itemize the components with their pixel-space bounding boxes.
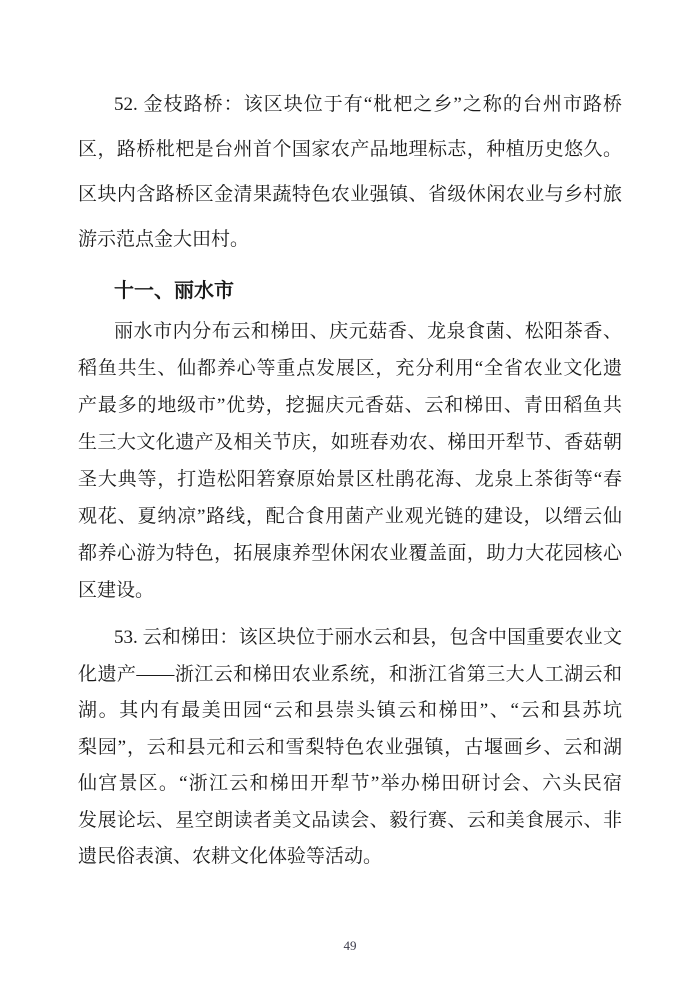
text-line: 区建设。 <box>78 580 155 601</box>
text-line: 产最多的地级市”优势，挖掘庆元香菇、云和梯田、青田稻鱼共 <box>78 395 622 416</box>
text-line: 丽水市内分布云和梯田、庆元菇香、龙泉食菌、松阳茶香、 <box>114 321 622 342</box>
text-line: 观花、夏纳凉”路线，配合食用菌产业观光链的建设，以缙云仙 <box>78 506 622 527</box>
text-line: 53. 云和梯田：该区块位于丽水云和县，包含中国重要农业文 <box>114 627 622 648</box>
section-heading-lishui: 十一、丽水市 <box>114 280 234 302</box>
text-line: 圣大典等，打造松阳箬寮原始景区杜鹃花海、龙泉上茶街等“春 <box>78 469 622 490</box>
text-line: 化遗产——浙江云和梯田农业系统，和浙江省第三大人工湖云和 <box>78 663 622 685</box>
paragraph-lishui-overview <box>78 313 622 609</box>
page-number: 49 <box>343 938 357 953</box>
text-line: 稻鱼共生、仙都养心等重点发展区，充分利用“全省农业文化遗 <box>78 358 622 379</box>
text-line: 湖。其内有最美田园“云和县崇头镇云和梯田”、“云和县苏坑 <box>78 700 622 721</box>
paragraph-53 <box>78 620 622 876</box>
text-line: 发展论坛、星空朗读者美文品读会、毅行赛、云和美食展示、非 <box>78 809 622 831</box>
page-body-text <box>78 82 622 876</box>
text-line: 区，路桥枇杷是台州首个国家农产品地理标志，种植历史悠久。 <box>78 139 622 160</box>
text-line: 游示范点金大田村。 <box>78 229 250 250</box>
text-line: 仙宫景区。“浙江云和梯田开犁节”举办梯田研讨会、六头民宿 <box>78 773 622 794</box>
paragraph-52 <box>78 82 622 262</box>
text-line: 52. 金枝路桥：该区块位于有“枇杷之乡”之称的台州市路桥 <box>114 94 622 115</box>
text-line: 遗民俗表演、农耕文化体验等活动。 <box>78 846 383 867</box>
text-line: 生三大文化遗产及相关节庆，如班春劝农、梯田开犁节、香菇朝 <box>78 432 622 453</box>
text-line: 区块内含路桥区金清果蔬特色农业强镇、省级休闲农业与乡村旅 <box>78 184 622 205</box>
text-line: 梨园”，云和县元和云和雪梨特色农业强镇，古堰画乡、云和湖 <box>78 736 622 758</box>
text-line: 都养心游为特色，拓展康养型休闲农业覆盖面，助力大花园核心 <box>78 543 622 564</box>
